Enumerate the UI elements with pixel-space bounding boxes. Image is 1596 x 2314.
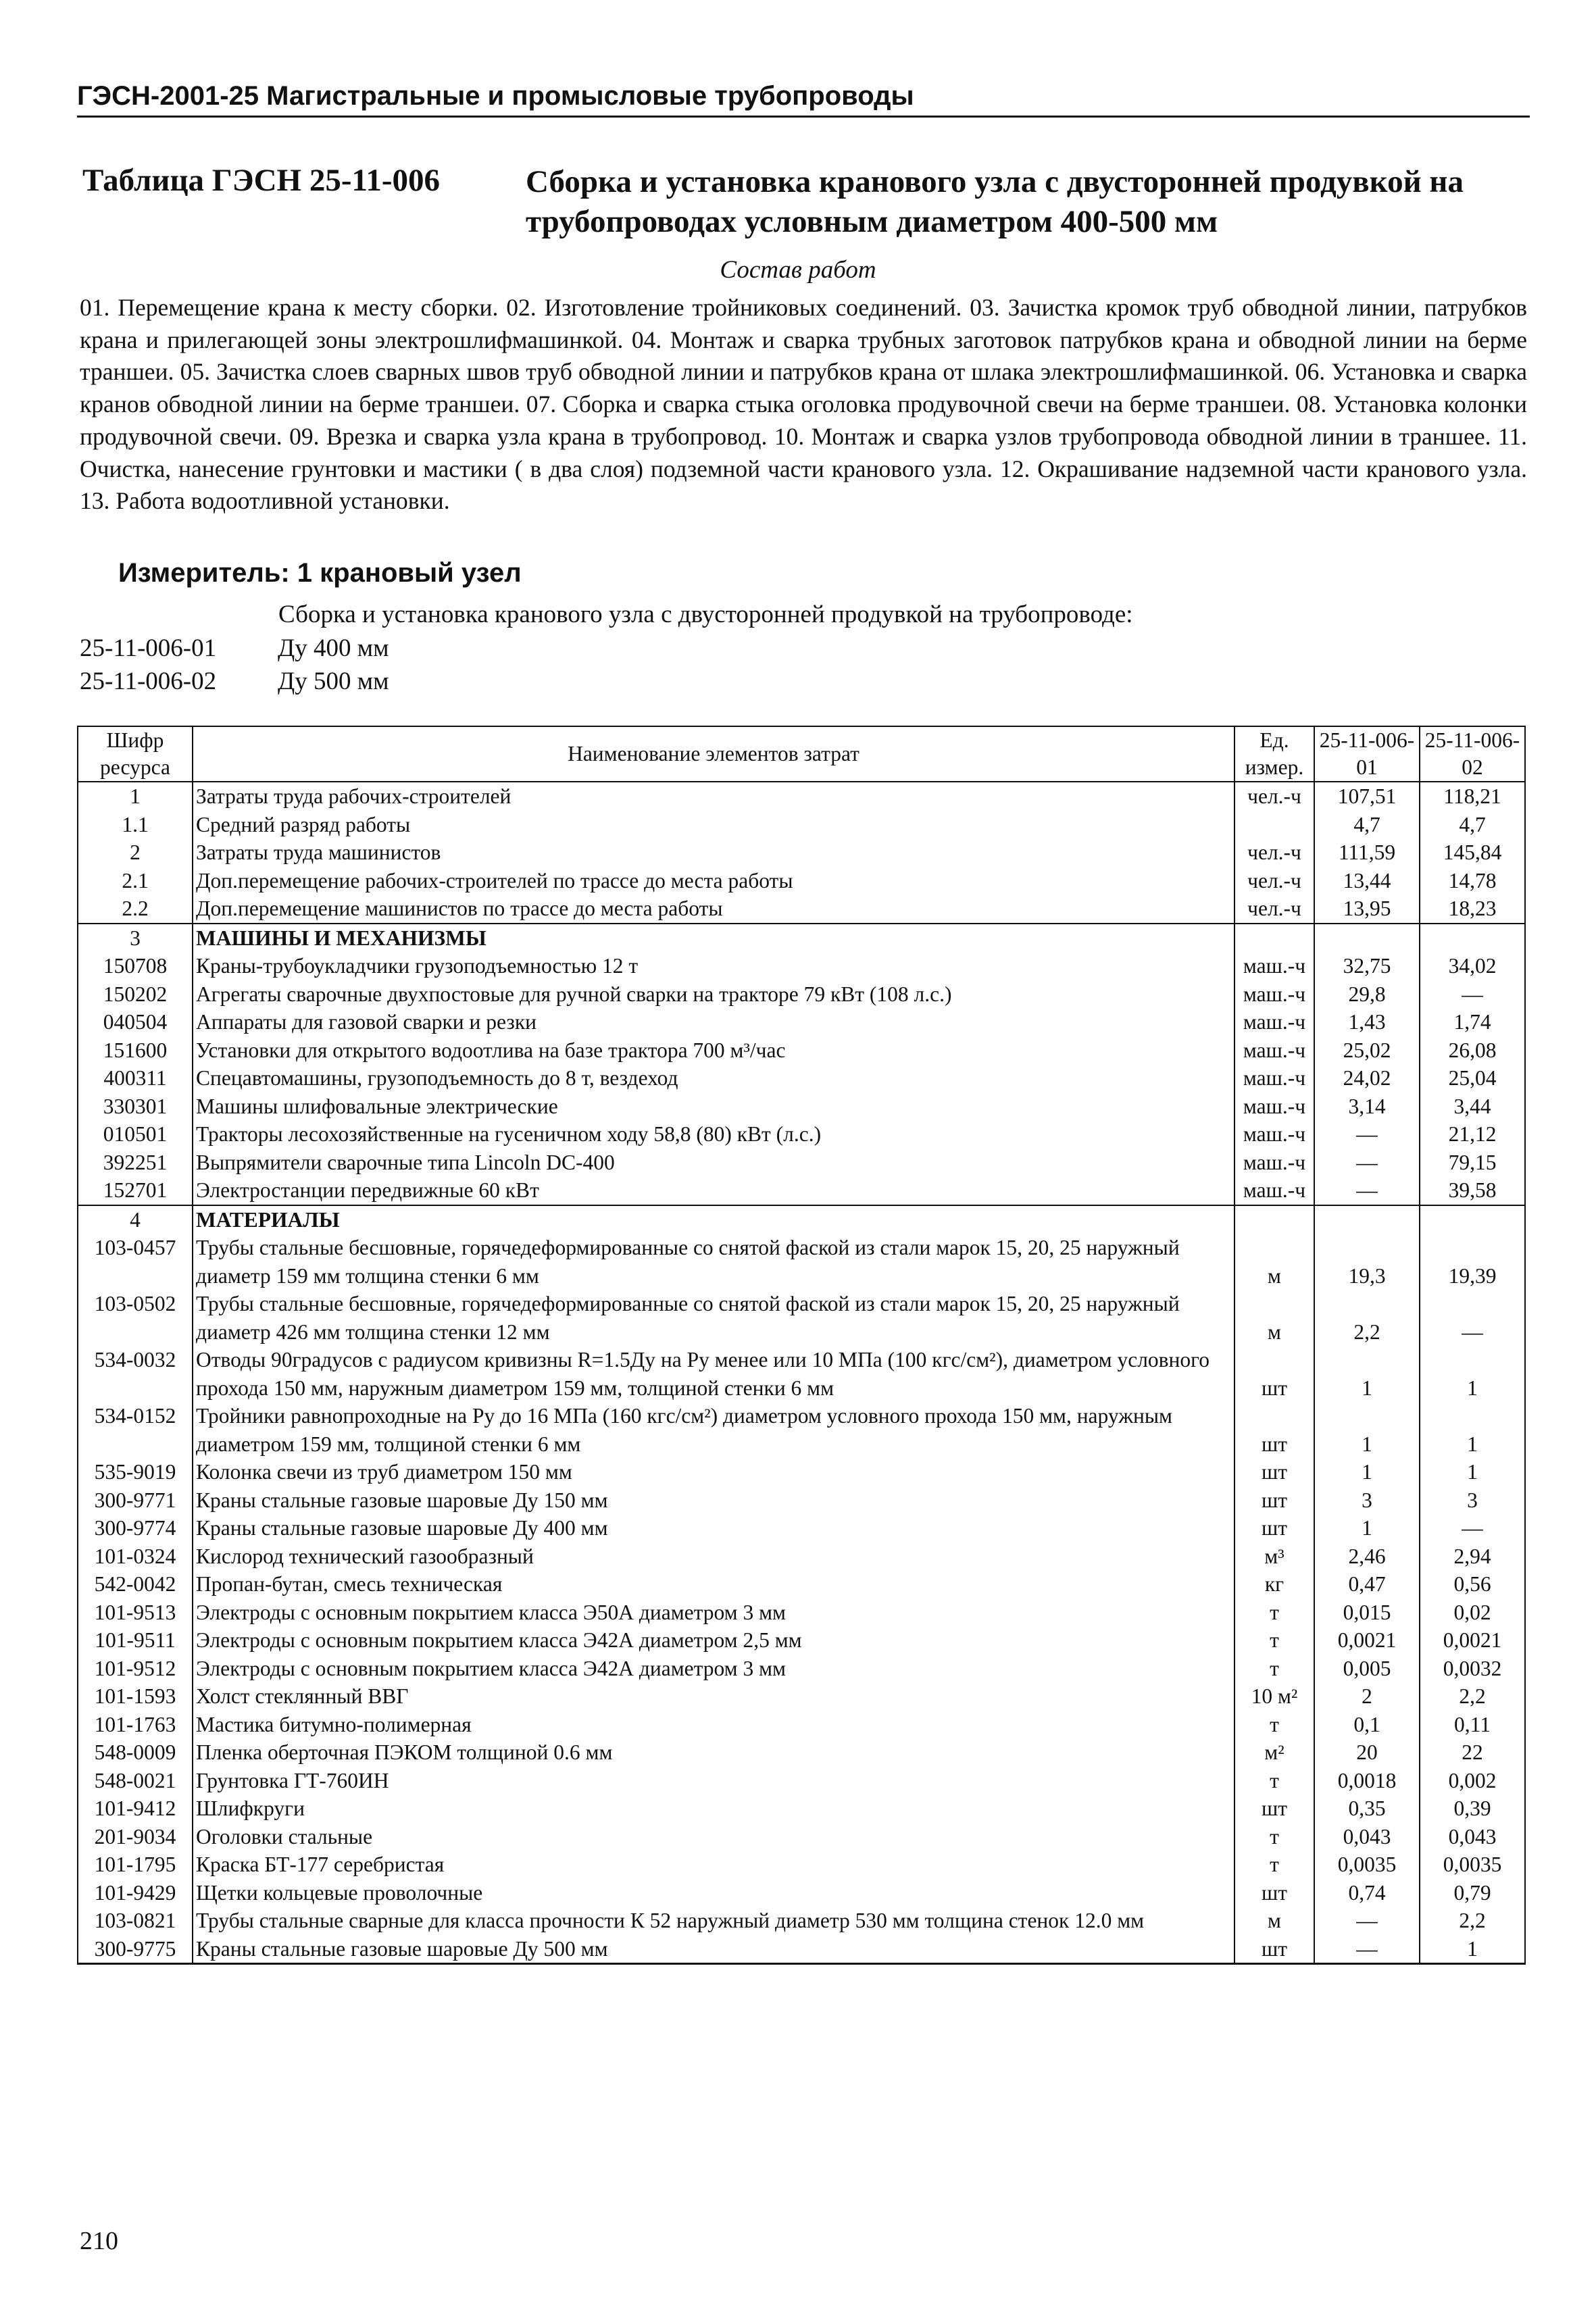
resource-name: Аппараты для газовой сварки и резки (193, 1008, 1235, 1036)
resource-code: 103-0502 (78, 1290, 193, 1346)
resource-code: 040504 (78, 1008, 193, 1036)
resource-name: Пропан-бутан, смесь техническая (193, 1570, 1235, 1599)
resource-name: Средний разряд работы (193, 811, 1235, 839)
resource-unit: м (1235, 1290, 1314, 1346)
resource-unit: 10 м² (1235, 1682, 1314, 1711)
value-variant-2: 39,58 (1420, 1176, 1525, 1205)
table-row (78, 1935, 1525, 1964)
table-row (78, 1655, 1525, 1683)
header-name: Наименование элементов затрат (193, 726, 1235, 782)
table-row (78, 1092, 1525, 1121)
resource-code: 548-0009 (78, 1738, 193, 1767)
table-row (78, 1290, 1525, 1346)
value-variant-2: 1 (1420, 1402, 1525, 1458)
header-variant-1: 25-11-006-01 (1314, 726, 1420, 782)
resource-table (77, 726, 1526, 1965)
table-row (78, 1851, 1525, 1879)
value-variant-1: 0,74 (1314, 1879, 1420, 1907)
resource-unit: чел.-ч (1235, 782, 1314, 811)
resource-code: 151600 (78, 1036, 193, 1065)
value-variant-2: — (1420, 1514, 1525, 1542)
resource-code: 300-9775 (78, 1935, 193, 1964)
value-variant-1: 25,02 (1314, 1036, 1420, 1065)
resource-unit: маш.-ч (1235, 1008, 1314, 1036)
resource-code: 2.2 (78, 895, 193, 924)
resource-code: 300-9771 (78, 1486, 193, 1515)
table-row (78, 811, 1525, 839)
value-variant-1: 1 (1314, 1514, 1420, 1542)
value-variant-2: 0,0035 (1420, 1851, 1525, 1879)
value-variant-2: 2,2 (1420, 1907, 1525, 1935)
table-title: Сборка и установка кранового узла с двусторонней продувкой на трубопроводах условным диаметром 400-500 мм (526, 164, 1464, 239)
resource-name: Агрегаты сварочные двухпостовые для ручной сварки на тракторе 79 кВт (108 л.с.) (193, 980, 1235, 1009)
resource-name: Кислород технический газообразный (193, 1542, 1235, 1571)
value-variant-2: 0,043 (1420, 1823, 1525, 1851)
value-variant-1: — (1314, 1120, 1420, 1149)
resource-unit: шт (1235, 1486, 1314, 1515)
resource-name: Электроды с основным покрытием класса Э42А диаметром 2,5 мм (193, 1626, 1235, 1655)
work-description: 01. Перемещение крана к месту сборки. 02. Изготовление тройниковых соединений. 03. Зачистка кромок труб обводной линии, патрубков крана и прилегающей зоны электрошлифмашинкой. 04. Монтаж и сварка трубных заготовок патрубков крана и обводной линии на берме траншеи. 05. Зачистка слоев сварных швов труб обводной линии и патрубков крана от шлака электрошлифмашинкой. 06. Установка и сварка кранов обводной линии на берме траншеи. 07. Сборка и сварка стыка оголовка продувочной свечи на берме траншеи. 08. Установка колонки продувочной свечи. 09. Врезка и сварка узла крана в трубопровод. 10. Монтаж и сварка узлов трубопровода обводной линии в траншее. 11. Очистка, нанесение грунтовки и мастики ( в два слоя) подземной части кранового узла. 12. Окрашивание надземной части кранового узла. 13. Работа водоотливной установки. (80, 294, 1527, 515)
resource-name: Машины шлифовальные электрические (193, 1092, 1235, 1121)
value-variant-1: 0,005 (1314, 1655, 1420, 1683)
resource-code: 4 (78, 1205, 193, 1234)
value-variant-2: 1 (1420, 1935, 1525, 1964)
resource-code: 150202 (78, 980, 193, 1009)
resource-unit: м (1235, 1234, 1314, 1290)
resource-name: Выпрямители сварочные типа Lincoln DC-400 (193, 1149, 1235, 1177)
table-row (78, 1823, 1525, 1851)
resource-code: 300-9774 (78, 1514, 193, 1542)
resource-unit: м² (1235, 1738, 1314, 1767)
value-variant-2: 79,15 (1420, 1149, 1525, 1177)
resource-code: 101-0324 (78, 1542, 193, 1571)
resource-code: 201-9034 (78, 1823, 193, 1851)
resource-name: Отводы 90градусов с радиусом кривизны R=1.5Ду на Ру менее или 10 МПа (100 кгс/см²), диаметром условного прохода 150 мм, наружным диаметром 159 мм, толщиной стенки 6 мм (193, 1346, 1235, 1402)
value-variant-2: 3,44 (1420, 1092, 1525, 1121)
resource-unit: чел.-ч (1235, 838, 1314, 867)
running-header: ГЭСН-2001-25 Магистральные и промысловые трубопроводы (77, 81, 1530, 118)
resource-name: Шлифкруги (193, 1794, 1235, 1823)
table-row (78, 1626, 1525, 1655)
resource-code: 103-0821 (78, 1907, 193, 1935)
table-row (78, 1682, 1525, 1711)
table-row (78, 1458, 1525, 1486)
resource-code: 1 (78, 782, 193, 811)
resource-code: 101-9513 (78, 1599, 193, 1627)
value-variant-1: — (1314, 1149, 1420, 1177)
value-variant-1: 13,95 (1314, 895, 1420, 924)
variant-row (80, 634, 389, 663)
resource-name: Краны-трубоукладчики грузоподъемностью 12 т (193, 952, 1235, 980)
resource-name: Краны стальные газовые шаровые Ду 400 мм (193, 1514, 1235, 1542)
resource-code: 150708 (78, 952, 193, 980)
resource-name: Доп.перемещение машинистов по трассе до места работы (193, 895, 1235, 924)
resource-code: 101-9512 (78, 1655, 193, 1683)
resource-unit: маш.-ч (1235, 952, 1314, 980)
value-variant-1: 20 (1314, 1738, 1420, 1767)
value-variant-2 (1420, 1205, 1525, 1234)
resource-name: Доп.перемещение рабочих-строителей по трассе до места работы (193, 867, 1235, 895)
value-variant-2: 1,74 (1420, 1008, 1525, 1036)
table-row (78, 1738, 1525, 1767)
resource-name: Тракторы лесохозяйственные на гусеничном ходу 58,8 (80) кВт (л.с.) (193, 1120, 1235, 1149)
value-variant-2 (1420, 924, 1525, 953)
section-row (78, 924, 1525, 953)
value-variant-1: 111,59 (1314, 838, 1420, 867)
header-variant-2: 25-11-006-02 (1420, 726, 1525, 782)
resource-code: 392251 (78, 1149, 193, 1177)
value-variant-2: 1 (1420, 1346, 1525, 1402)
table-row (78, 1346, 1525, 1402)
resource-name: Спецавтомашины, грузоподъемность до 8 т, вездеход (193, 1064, 1235, 1092)
value-variant-1: 1 (1314, 1458, 1420, 1486)
variants-title: Сборка и установка кранового узла с двусторонней продувкой на трубопроводе: (278, 601, 1133, 628)
resource-code: 152701 (78, 1176, 193, 1205)
variant-code: 25-11-006-02 (80, 668, 217, 695)
resource-name: Краны стальные газовые шаровые Ду 500 мм (193, 1935, 1235, 1964)
value-variant-2: 22 (1420, 1738, 1525, 1767)
value-variant-1: 0,35 (1314, 1794, 1420, 1823)
resource-code: 330301 (78, 1092, 193, 1121)
value-variant-1: 0,015 (1314, 1599, 1420, 1627)
resource-name: Колонка свечи из труб диаметром 150 мм (193, 1458, 1235, 1486)
resource-unit: шт (1235, 1346, 1314, 1402)
resource-name: Электроды с основным покрытием класса Э42А диаметром 3 мм (193, 1655, 1235, 1683)
work-heading: Состав работ (720, 256, 876, 284)
value-variant-1: 0,043 (1314, 1823, 1420, 1851)
resource-name: МАТЕРИАЛЫ (193, 1205, 1235, 1234)
value-variant-1: 4,7 (1314, 811, 1420, 839)
value-variant-1: — (1314, 1935, 1420, 1964)
resource-unit: маш.-ч (1235, 1149, 1314, 1177)
resource-unit: шт (1235, 1458, 1314, 1486)
resource-code: 534-0152 (78, 1402, 193, 1458)
resource-unit: т (1235, 1823, 1314, 1851)
value-variant-1: 3 (1314, 1486, 1420, 1515)
table-row (78, 782, 1525, 811)
table-row (78, 838, 1525, 867)
value-variant-2: 0,0021 (1420, 1626, 1525, 1655)
value-variant-1: 2,46 (1314, 1542, 1420, 1571)
table-row (78, 1149, 1525, 1177)
table-row (78, 1879, 1525, 1907)
table-row (78, 1542, 1525, 1571)
table-row (78, 1794, 1525, 1823)
header-code: Шифр ресурса (78, 726, 193, 782)
resource-unit: шт (1235, 1794, 1314, 1823)
resource-code: 010501 (78, 1120, 193, 1149)
page-number: 210 (80, 2227, 118, 2255)
resource-name: Электроды с основным покрытием класса Э50А диаметром 3 мм (193, 1599, 1235, 1627)
value-variant-2: 1 (1420, 1458, 1525, 1486)
resource-unit: маш.-ч (1235, 980, 1314, 1009)
table-row (78, 1036, 1525, 1065)
variant-code: 25-11-006-01 (80, 634, 217, 662)
value-variant-2: 2,2 (1420, 1682, 1525, 1711)
value-variant-1: — (1314, 1907, 1420, 1935)
value-variant-2: 14,78 (1420, 867, 1525, 895)
value-variant-2: 26,08 (1420, 1036, 1525, 1065)
resource-code: 101-1795 (78, 1851, 193, 1879)
value-variant-2: 0,56 (1420, 1570, 1525, 1599)
resource-name: Оголовки стальные (193, 1823, 1235, 1851)
value-variant-2: 2,94 (1420, 1542, 1525, 1571)
resource-name: МАШИНЫ И МЕХАНИЗМЫ (193, 924, 1235, 953)
resource-code: 101-1763 (78, 1711, 193, 1739)
table-body (78, 782, 1525, 1964)
value-variant-2: 19,39 (1420, 1234, 1525, 1290)
resource-name: Щетки кольцевые проволочные (193, 1879, 1235, 1907)
resource-unit: маш.-ч (1235, 1092, 1314, 1121)
value-variant-1: 2,2 (1314, 1290, 1420, 1346)
resource-name: Холст стеклянный ВВГ (193, 1682, 1235, 1711)
header-unit: Ед. измер. (1235, 726, 1314, 782)
resource-unit: маш.-ч (1235, 1064, 1314, 1092)
value-variant-1: 0,0018 (1314, 1767, 1420, 1795)
resource-unit: м³ (1235, 1542, 1314, 1571)
resource-unit: т (1235, 1599, 1314, 1627)
section-row (78, 1205, 1525, 1234)
resource-name: Электростанции передвижные 60 кВт (193, 1176, 1235, 1205)
table-row (78, 980, 1525, 1009)
value-variant-1: — (1314, 1176, 1420, 1205)
table-row (78, 1176, 1525, 1205)
resource-code: 101-1593 (78, 1682, 193, 1711)
value-variant-1 (1314, 1205, 1420, 1234)
resource-unit: маш.-ч (1235, 1120, 1314, 1149)
table-row (78, 1570, 1525, 1599)
value-variant-2: — (1420, 980, 1525, 1009)
resource-unit (1235, 924, 1314, 953)
table-row (78, 867, 1525, 895)
resource-name: Краны стальные газовые шаровые Ду 150 мм (193, 1486, 1235, 1515)
measure-unit: Измеритель: 1 крановый узел (118, 558, 522, 588)
resource-name: Мастика битумно-полимерная (193, 1711, 1235, 1739)
value-variant-2: 0,002 (1420, 1767, 1525, 1795)
value-variant-1: 0,47 (1314, 1570, 1420, 1599)
value-variant-1: 3,14 (1314, 1092, 1420, 1121)
resource-unit: шт (1235, 1514, 1314, 1542)
value-variant-1: 0,0035 (1314, 1851, 1420, 1879)
resource-unit: чел.-ч (1235, 867, 1314, 895)
value-variant-2: 0,39 (1420, 1794, 1525, 1823)
value-variant-2: 118,21 (1420, 782, 1525, 811)
table-row (78, 1234, 1525, 1290)
value-variant-1: 13,44 (1314, 867, 1420, 895)
table-row (78, 1514, 1525, 1542)
resource-code: 548-0021 (78, 1767, 193, 1795)
resource-unit: шт (1235, 1402, 1314, 1458)
table-row (78, 1008, 1525, 1036)
value-variant-1 (1314, 924, 1420, 953)
resource-code: 542-0042 (78, 1570, 193, 1599)
resource-unit: маш.-ч (1235, 1036, 1314, 1065)
resource-name: Трубы стальные сварные для класса прочности К 52 наружный диаметр 530 мм толщина стенок 12.0 мм (193, 1907, 1235, 1935)
resource-code: 400311 (78, 1064, 193, 1092)
value-variant-2: — (1420, 1290, 1525, 1346)
resource-name: Краска БТ-177 серебристая (193, 1851, 1235, 1879)
resource-code: 3 (78, 924, 193, 953)
resource-unit: маш.-ч (1235, 1176, 1314, 1205)
resource-unit: м (1235, 1907, 1314, 1935)
value-variant-2: 0,79 (1420, 1879, 1525, 1907)
value-variant-2: 145,84 (1420, 838, 1525, 867)
value-variant-2: 3 (1420, 1486, 1525, 1515)
table-row (78, 1907, 1525, 1935)
resource-unit: т (1235, 1626, 1314, 1655)
resource-code: 101-9412 (78, 1794, 193, 1823)
resource-name: Затраты труда рабочих-строителей (193, 782, 1235, 811)
variant-label: Ду 400 мм (278, 634, 389, 662)
resource-unit: т (1235, 1655, 1314, 1683)
table-header-row (78, 726, 1525, 782)
table-row (78, 1064, 1525, 1092)
resource-code: 535-9019 (78, 1458, 193, 1486)
resource-unit (1235, 811, 1314, 839)
resource-code: 1.1 (78, 811, 193, 839)
table-row (78, 1486, 1525, 1515)
value-variant-1: 1 (1314, 1346, 1420, 1402)
resource-name: Трубы стальные бесшовные, горячедеформированные со снятой фаской из стали марок 15, 20, 25 наружный диаметр 426 мм толщина стенки 12 мм (193, 1290, 1235, 1346)
value-variant-2: 21,12 (1420, 1120, 1525, 1149)
value-variant-1: 2 (1314, 1682, 1420, 1711)
resource-name: Трубы стальные бесшовные, горячедеформированные со снятой фаской из стали марок 15, 20, 25 наружный диаметр 159 мм толщина стенки 6 мм (193, 1234, 1235, 1290)
value-variant-1: 29,8 (1314, 980, 1420, 1009)
variant-label: Ду 500 мм (278, 668, 389, 695)
value-variant-2: 0,11 (1420, 1711, 1525, 1739)
resource-unit: т (1235, 1851, 1314, 1879)
value-variant-1: 0,1 (1314, 1711, 1420, 1739)
resource-name: Затраты труда машинистов (193, 838, 1235, 867)
resource-code: 2 (78, 838, 193, 867)
resource-code: 101-9511 (78, 1626, 193, 1655)
resource-name: Пленка оберточная ПЭКОМ толщиной 0.6 мм (193, 1738, 1235, 1767)
table-row (78, 1120, 1525, 1149)
table-row (78, 1402, 1525, 1458)
variant-row (80, 667, 389, 696)
table-label: Таблица ГЭСН 25-11-006 (82, 163, 441, 198)
value-variant-2: 0,0032 (1420, 1655, 1525, 1683)
value-variant-2: 18,23 (1420, 895, 1525, 924)
table-row (78, 1767, 1525, 1795)
value-variant-1: 107,51 (1314, 782, 1420, 811)
resource-unit (1235, 1205, 1314, 1234)
value-variant-2: 4,7 (1420, 811, 1525, 839)
value-variant-1: 24,02 (1314, 1064, 1420, 1092)
resource-name: Грунтовка ГТ-760ИН (193, 1767, 1235, 1795)
resource-unit: т (1235, 1767, 1314, 1795)
value-variant-1: 0,0021 (1314, 1626, 1420, 1655)
value-variant-2: 34,02 (1420, 952, 1525, 980)
table-row (78, 1599, 1525, 1627)
value-variant-1: 1,43 (1314, 1008, 1420, 1036)
resource-code: 101-9429 (78, 1879, 193, 1907)
resource-name: Установки для открытого водоотлива на базе трактора 700 м³/час (193, 1036, 1235, 1065)
value-variant-2: 0,02 (1420, 1599, 1525, 1627)
table-row (78, 1711, 1525, 1739)
resource-unit: кг (1235, 1570, 1314, 1599)
table-row (78, 895, 1525, 924)
resource-unit: т (1235, 1711, 1314, 1739)
resource-name: Тройники равнопроходные на Ру до 16 МПа (160 кгс/см²) диаметром условного прохода 150 мм, наружным диаметром 159 мм, толщиной стенки 6 мм (193, 1402, 1235, 1458)
resource-code: 103-0457 (78, 1234, 193, 1290)
resource-unit: шт (1235, 1935, 1314, 1964)
resource-code: 2.1 (78, 867, 193, 895)
value-variant-1: 1 (1314, 1402, 1420, 1458)
resource-code: 534-0032 (78, 1346, 193, 1402)
table-row (78, 952, 1525, 980)
resource-unit: чел.-ч (1235, 895, 1314, 924)
value-variant-1: 19,3 (1314, 1234, 1420, 1290)
resource-unit: шт (1235, 1879, 1314, 1907)
value-variant-1: 32,75 (1314, 952, 1420, 980)
value-variant-2: 25,04 (1420, 1064, 1525, 1092)
